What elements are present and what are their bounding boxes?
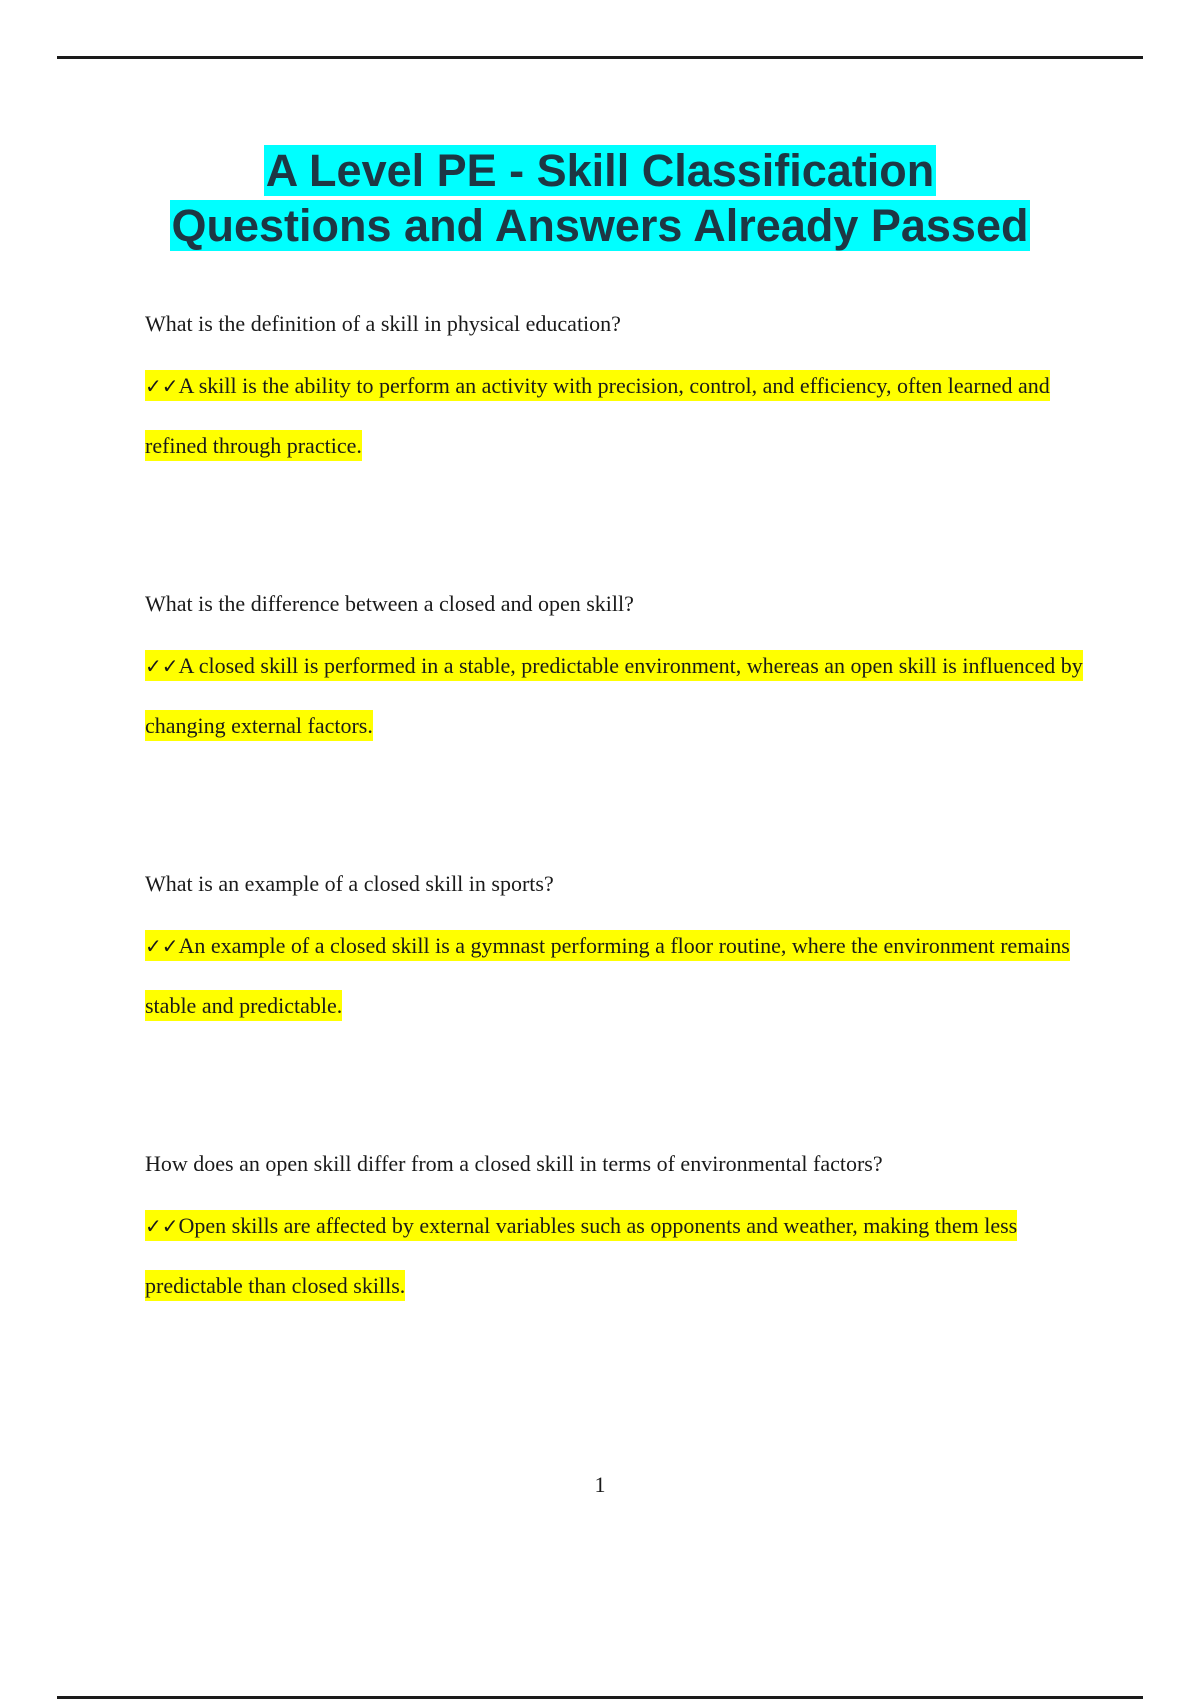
answer-3-text: An example of a closed skill is a gymnast performing a floor routine, where the environment remains stable and predictable.: [145, 930, 1070, 1021]
double-check-icon: ✓✓: [145, 931, 179, 961]
double-check-icon: ✓✓: [145, 1211, 179, 1241]
answer-4-text: Open skills are affected by external variables such as opponents and weather, making them less predictable than closed skills.: [145, 1210, 1017, 1301]
title-line-1: A Level PE - Skill Classification: [265, 145, 935, 196]
answer-1: [145, 356, 1105, 476]
answer-4: [145, 1196, 1105, 1316]
qa-item-2: [145, 590, 1105, 756]
footer-rule: [57, 1696, 1143, 1699]
double-check-icon: ✓✓: [145, 651, 179, 681]
header-rule: [57, 56, 1143, 59]
question-3: What is an example of a closed skill in sports?: [145, 871, 554, 896]
question-2: What is the difference between a closed and open skill?: [145, 591, 634, 616]
question-4: How does an open skill differ from a closed skill in terms of environmental factors?: [145, 1151, 883, 1176]
answer-2-text: A closed skill is performed in a stable, predictable environment, whereas an open skill is influenced by changing external factors.: [145, 650, 1083, 741]
page-number: 1: [594, 1472, 606, 1497]
qa-item-3: [145, 870, 1105, 1036]
answer-1-text: A skill is the ability to perform an activity with precision, control, and efficiency, often learned and refined through practice.: [145, 370, 1050, 461]
title-line-2: Questions and Answers Already Passed: [171, 200, 1029, 251]
qa-item-4: [145, 1150, 1105, 1316]
answer-2: [145, 636, 1105, 756]
double-check-icon: ✓✓: [145, 371, 179, 401]
answer-3: [145, 916, 1105, 1036]
question-1: What is the definition of a skill in physical education?: [145, 311, 621, 336]
document-title: [0, 143, 1200, 253]
qa-item-1: [145, 310, 1105, 476]
